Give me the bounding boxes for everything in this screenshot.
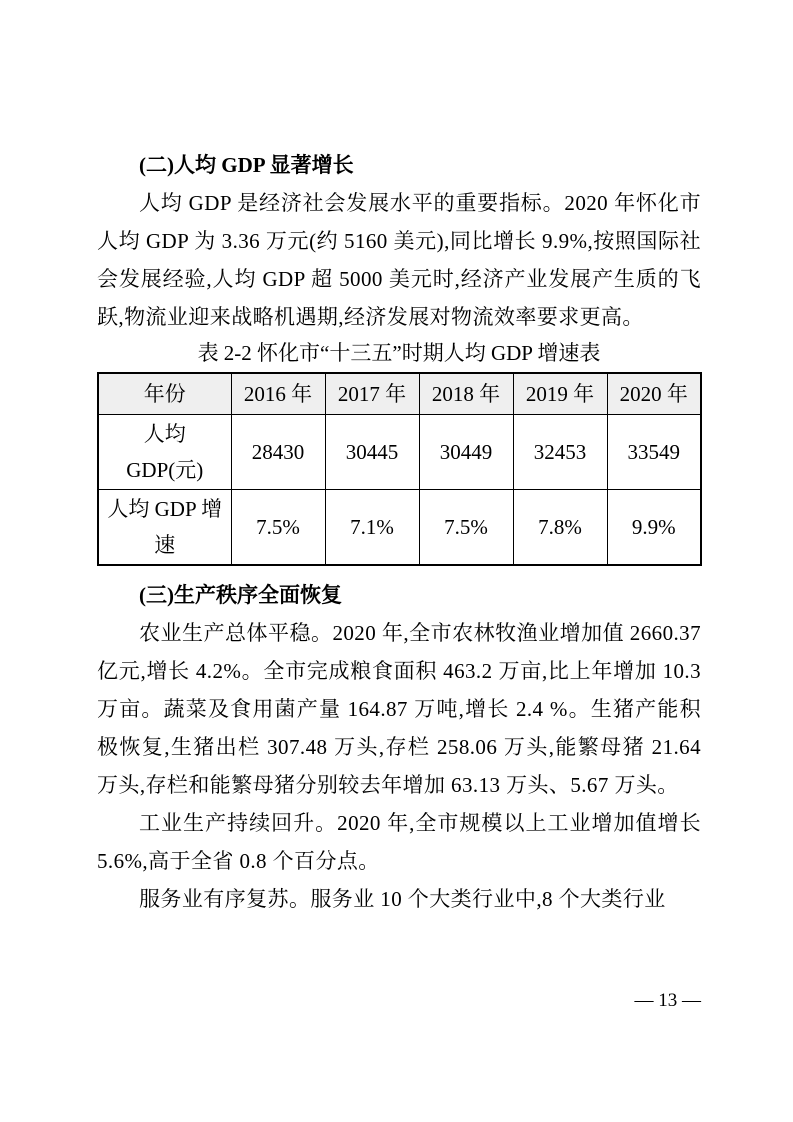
table-cell: 7.5% [419,490,513,566]
table-row-label: 人均 GDP 增速 [98,490,231,566]
table-header-cell-2016: 2016 年 [231,373,325,415]
paragraph-gdp-indicator: 人均 GDP 是经济社会发展水平的重要指标。2020 年怀化市人均 GDP 为 3.36 万元(约 5160 美元),同比增长 9.9%,按照国际社会发展经验,人均 GDP 超 5000 美元时,经济产业发展产生质的飞跃,物流业迎来战略机遇期,经济发展对物流效率要求更高。 [97,191,701,329]
table-header-cell-2017: 2017 年 [325,373,419,415]
table-cell: 28430 [231,415,325,490]
page-number: — 13 — [634,990,701,1011]
paragraph-services: 服务业有序复苏。服务业 10 个大类行业中,8 个大类行业 [139,887,666,911]
table-cell: 30449 [419,415,513,490]
table-row-gdp-per-capita [98,415,701,490]
table-caption: 表 2-2 怀化市“十三五”时期人均 GDP 增速表 [197,341,601,365]
gdp-growth-table [97,372,702,566]
paragraph-agriculture: 农业生产总体平稳。2020 年,全市农林牧渔业增加值 2660.37 亿元,增长 4.2%。全市完成粮食面积 463.2 万亩,比上年增加 10.3 万亩。蔬菜及食用菌产量 164.87 万吨,增长 2.4 %。生猪产能积极恢复,生猪出栏 307.48 万头,存栏 258.06 万头,能繁母猪 21.64 万头,存栏和能繁母猪分别较去年增加 63.13 万头、5.67 万头。 [97,621,701,797]
table-cell: 7.8% [513,490,607,566]
table-cell: 30445 [325,415,419,490]
table-row-gdp-growth-rate [98,490,701,566]
table-header-cell-2020: 2020 年 [607,373,701,415]
table-row-label: 人均 GDP(元) [98,415,231,490]
table-header-cell-2019: 2019 年 [513,373,607,415]
paragraph-industry: 工业生产持续回升。2020 年,全市规模以上工业增加值增长 5.6%,高于全省 0.8 个百分点。 [97,811,701,873]
page-content [97,146,701,918]
table-cell: 9.9% [607,490,701,566]
section-heading-gdp-growth: (二)人均 GDP 显著增长 [139,153,354,177]
table-cell: 33549 [607,415,701,490]
table-header-cell-2018: 2018 年 [419,373,513,415]
table-header-row [98,373,701,415]
table-cell: 7.1% [325,490,419,566]
table-cell: 32453 [513,415,607,490]
table-header-cell-year: 年份 [98,373,231,415]
section-heading-production-recovery: (三)生产秩序全面恢复 [139,583,342,607]
table-cell: 7.5% [231,490,325,566]
